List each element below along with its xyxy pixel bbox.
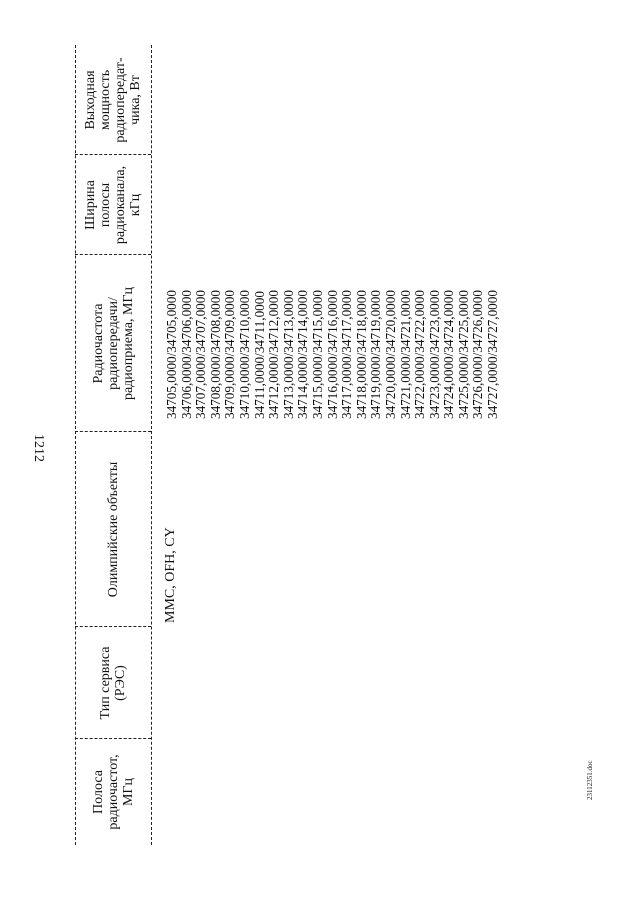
frequency-row: 34711,0000/34711,0000 [251, 291, 267, 419]
olympic-objects-cell: MMC, OFH, CY [163, 527, 178, 623]
frequency-row: 34710,0000/34710,0000 [236, 290, 252, 419]
frequency-row: 34712,0000/34712,0000 [266, 290, 282, 419]
frequency-row: 34716,0000/34716,0000 [324, 290, 340, 419]
frequency-list [165, 290, 501, 419]
frequency-row: 34705,0000/34705,0000 [164, 290, 179, 419]
frequency-row: 34718,0000/34718,0000 [353, 290, 369, 419]
header-bottom-rule [151, 45, 152, 845]
header-service-type: Тип сервиса (РЭС) [98, 646, 128, 720]
frequency-row: 34724,0000/34724,0000 [441, 290, 457, 419]
frequency-row: 34723,0000/34723,0000 [426, 290, 442, 419]
frequency-row: 34717,0000/34717,0000 [339, 290, 355, 419]
header-frequency: Радиочастота радиопередачи/ радиоприема, МГц [90, 286, 136, 401]
frequency-row: 34721,0000/34721,0000 [397, 290, 413, 419]
frequency-row: 34725,0000/34725,0000 [455, 290, 471, 419]
header-olympic-objects: Олимпийские объекты [105, 461, 121, 598]
frequency-row: 34727,0000/34727,0000 [485, 290, 501, 419]
frequency-row: 34715,0000/34715,0000 [309, 290, 325, 419]
frequency-row: 34709,0000/34709,0000 [222, 290, 238, 419]
frequency-row: 34719,0000/34719,0000 [368, 290, 384, 419]
header-band: Полоса радиочастот, МГц [90, 754, 136, 830]
frequency-row: 34708,0000/34708,0000 [207, 290, 223, 419]
rotated-table [75, 45, 555, 845]
page-number: 1212 [31, 434, 46, 462]
frequency-row: 34706,0000/34706,0000 [178, 290, 194, 419]
header-bandwidth: Ширина полосы радиоканала, кГц [83, 165, 143, 245]
header-output-power: Выходная мощность радиопередат- чика, Вт [83, 57, 143, 143]
frequency-row: 34714,0000/34714,0000 [295, 290, 311, 419]
frequency-row: 34720,0000/34720,0000 [382, 290, 398, 419]
footer-doc-name: 23112351.doc [586, 760, 594, 800]
frequency-row: 34707,0000/34707,0000 [193, 290, 209, 419]
frequency-row: 34713,0000/34713,0000 [280, 290, 296, 419]
frequency-row: 34722,0000/34722,0000 [412, 290, 428, 419]
frequency-row: 34726,0000/34726,0000 [470, 290, 486, 419]
